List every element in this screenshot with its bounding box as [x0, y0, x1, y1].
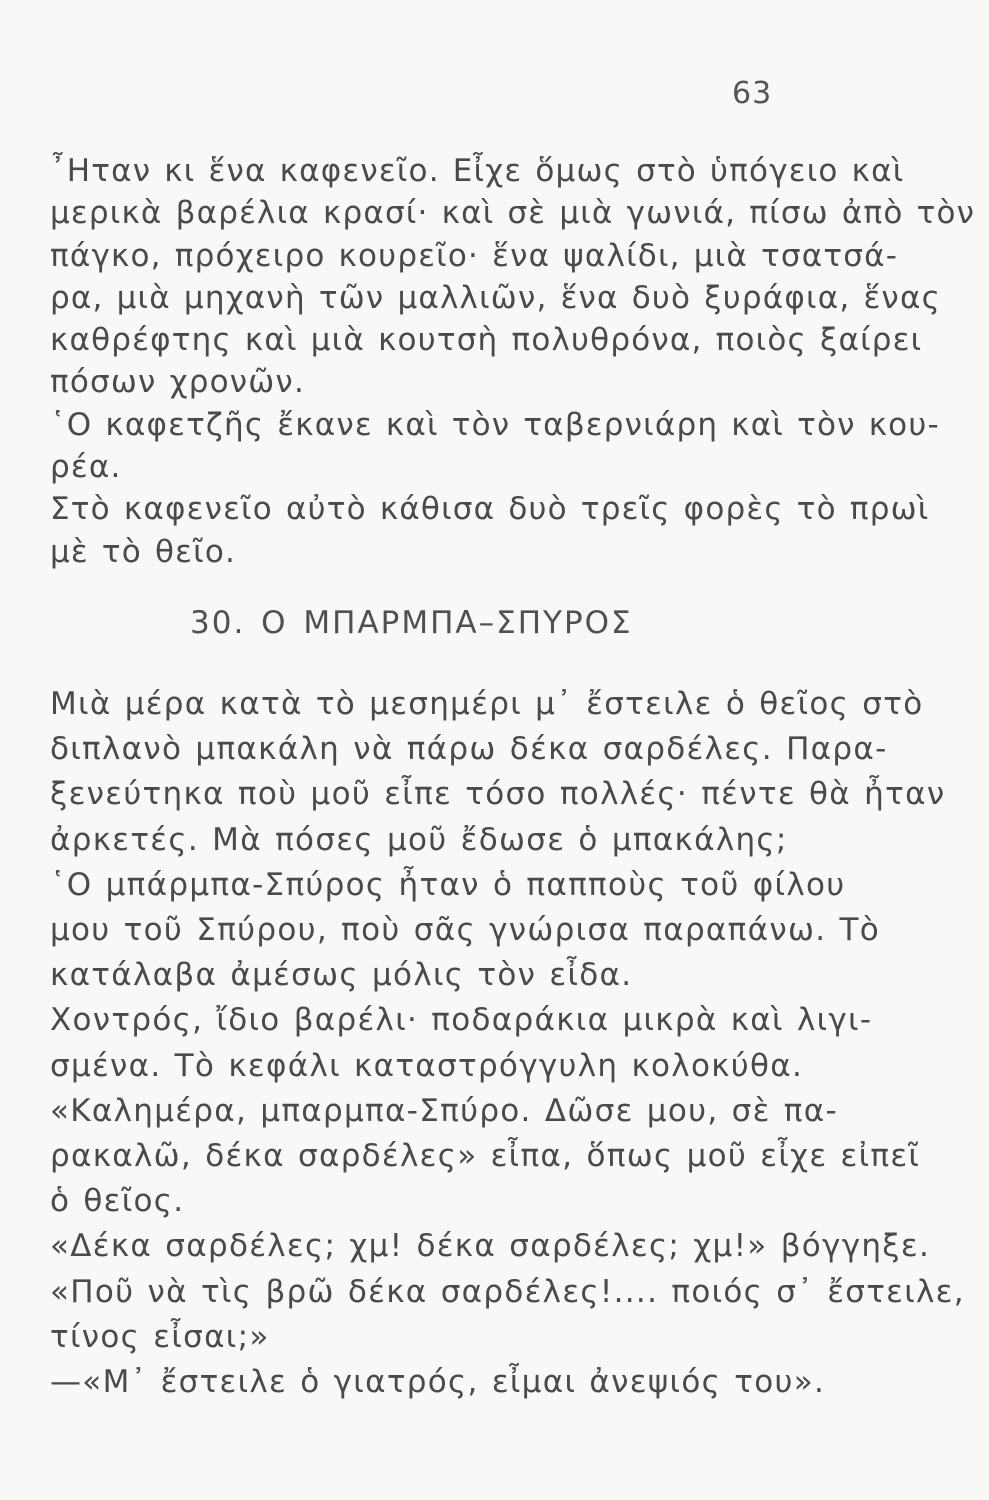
text-line: ρα, μιὰ μηχανὴ τῶν μαλλιῶν, ἕνα δυὸ ξυράφια, ἕνας: [50, 279, 941, 316]
text-line: ρέα.: [50, 449, 122, 486]
text-line: «Δέκα σαρδέλες; χμ! δέκα σαρδέλες; χμ!» βόγγηξε.: [50, 1228, 931, 1265]
text-line: ξενεύτηκα ποὺ μοῦ εἶπε τόσο πολλές· πέντε θὰ ἦταν: [50, 776, 946, 813]
text-line: πόσων χρονῶν.: [50, 364, 306, 401]
text-line: σμένα. Τὸ κεφάλι καταστρόγγυλη κολοκύθα.: [50, 1047, 804, 1084]
text-line: —«Μ᾽ ἔστειλε ὁ γιατρός, εἶμαι ἀνεψιός του».: [50, 1364, 826, 1401]
text-line: ρακαλῶ, δέκα σαρδέλες» εἶπα, ὅπως μοῦ εἶχε εἰπεῖ: [50, 1138, 921, 1175]
intro-paragraphs: [50, 150, 976, 573]
text-line: Χοντρός, ἴδιο βαρέλι· ποδαράκια μικρὰ καὶ λιγι-: [50, 1002, 873, 1039]
text-line: διπλανὸ μπακάλη νὰ πάρω δέκα σαρδέλες. Παρα-: [50, 731, 888, 768]
text-line: ῾Ο καφετζῆς ἔκανε καὶ τὸν ταβερνιάρη καὶ τὸν κου-: [50, 406, 940, 443]
chapter-body: [50, 682, 965, 1405]
text-line: «Ποῦ νὰ τὶς βρῶ δέκα σαρδέλες!.... ποιός σ᾽ ἔστειλε,: [50, 1273, 965, 1310]
text-line: πάγκο, πρόχειρο κουρεῖο· ἕνα ψαλίδι, μιὰ τσατσά-: [50, 237, 899, 274]
chapter-title: 30. Ο ΜΠΑΡΜΠΑ–ΣΠΥΡΟΣ: [190, 605, 633, 641]
text-line: κατάλαβα ἀμέσως μόλις τὸν εἶδα.: [50, 957, 633, 994]
text-line: ὁ θεῖος.: [50, 1183, 185, 1220]
text-line: Μιὰ μέρα κατὰ τὸ μεσημέρι μ᾽ ἔστειλε ὁ θεῖος στὸ: [50, 686, 924, 722]
text-line: ἀρκετές. Μὰ πόσες μοῦ ἔδωσε ὁ μπακάλης;: [50, 821, 788, 858]
text-line: ῾Ο μπάρμπα-Σπύρος ἦταν ὁ παπποὺς τοῦ φίλου: [50, 866, 846, 903]
text-line: «Καλημέρα, μπαρμπα-Σπύρο. Δῶσε μου, σὲ πα-: [50, 1092, 838, 1129]
text-line: μερικὰ βαρέλια κρασί· καὶ σὲ μιὰ γωνιά, πίσω ἀπὸ τὸν: [50, 195, 976, 232]
text-line: καθρέφτης καὶ μιὰ κουτσὴ πολυθρόνα, ποιὸς ξαίρει: [50, 322, 923, 359]
page-number: 63: [732, 76, 773, 111]
text-line: τίνος εἶσαι;»: [50, 1318, 270, 1355]
text-line: μὲ τὸ θεῖο.: [50, 533, 237, 570]
text-line: Στὸ καφενεῖο αὐτὸ κάθισα δυὸ τρεῖς φορὲς τὸ πρωὶ: [50, 491, 930, 528]
text-line: μου τοῦ Σπύρου, ποὺ σᾶς γνώρισα παραπάνω. Τὸ: [50, 912, 881, 949]
text-line: ῏Ηταν κι ἕνα καφενεῖο. Εἶχε ὅμως στὸ ὑπόγειο καὶ: [50, 153, 905, 189]
